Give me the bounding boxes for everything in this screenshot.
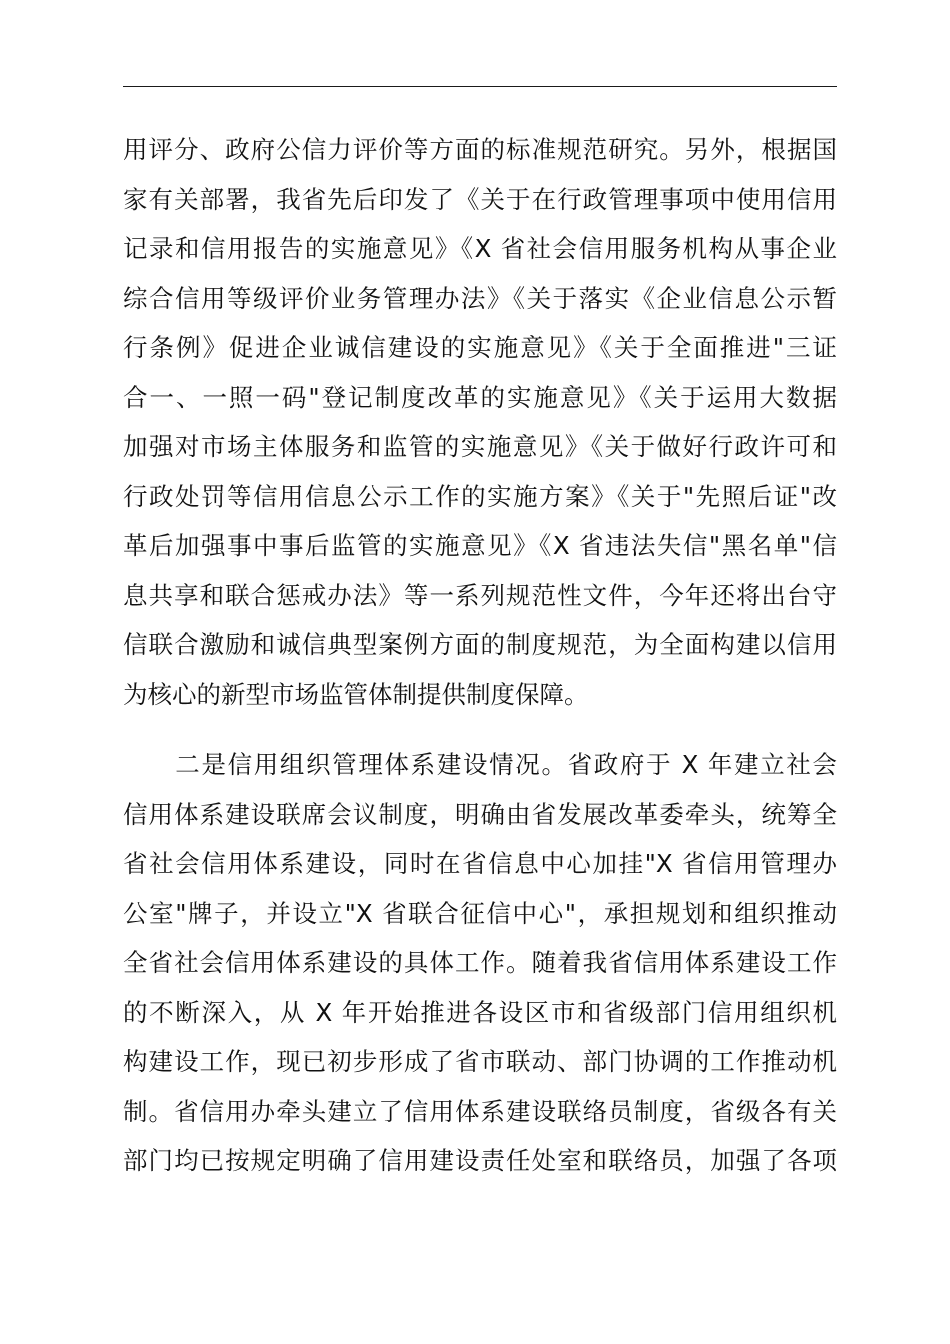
text-line: 二是信用组织管理体系建设情况。省政府于 X 年建立社会	[123, 750, 837, 779]
text-line: 部门均已按规定明确了信用建设责任处室和联络员，加强了各项	[123, 1146, 837, 1175]
text-line: 信联合激励和诚信典型案例方面的制度规范，为全面构建以信用	[123, 630, 837, 659]
text-line: 行条例》促进企业诚信建设的实施意见》《关于全面推进"三证	[123, 333, 837, 362]
paragraph-1	[123, 125, 837, 719]
text-line: 省社会信用体系建设，同时在省信息中心加挂"X 省信用管理办	[123, 849, 837, 878]
text-line: 息共享和联合惩戒办法》等一系列规范性文件，今年还将出台守	[123, 580, 837, 610]
paragraph-spacer	[123, 719, 837, 740]
text-line: 行政处罚等信用信息公示工作的实施方案》《关于"先照后证"改	[123, 481, 837, 511]
text-line: 记录和信用报告的实施意见》《X 省社会信用服务机构从事企业	[123, 234, 837, 263]
text-line: 全省社会信用体系建设的具体工作。随着我省信用体系建设工作	[123, 948, 837, 977]
text-line: 合一、一照一码"登记制度改革的实施意见》《关于运用大数据	[123, 382, 837, 412]
text-line: 家有关部署，我省先后印发了《关于在行政管理事项中使用信用	[123, 184, 837, 214]
text-line: 公室"牌子，并设立"X 省联合征信中心"，承担规划和组织推动	[123, 898, 837, 928]
text-line: 信用体系建设联席会议制度，明确由省发展改革委牵头，统筹全	[123, 799, 837, 829]
text-line: 的不断深入，从 X 年开始推进各设区市和省级部门信用组织机	[123, 997, 837, 1027]
text-line: 用评分、政府公信力评价等方面的标准规范研究。另外，根据国	[123, 135, 837, 164]
header-rule	[123, 86, 837, 87]
text-line: 为核心的新型市场监管体制提供制度保障。	[123, 679, 589, 709]
text-line: 制。省信用办牵头建立了信用体系建设联络员制度，省级各有关	[123, 1096, 837, 1126]
document-body	[123, 125, 837, 1186]
paragraph-2	[123, 740, 837, 1186]
text-line: 革后加强事中事后监管的实施意见》《X 省违法失信"黑名单"信	[123, 531, 837, 560]
text-line: 构建设工作，现已初步形成了省市联动、部门协调的工作推动机	[123, 1047, 837, 1076]
text-line: 综合信用等级评价业务管理办法》《关于落实《企业信息公示暂	[123, 283, 837, 313]
text-line: 加强对市场主体服务和监管的实施意见》《关于做好行政许可和	[123, 432, 837, 461]
